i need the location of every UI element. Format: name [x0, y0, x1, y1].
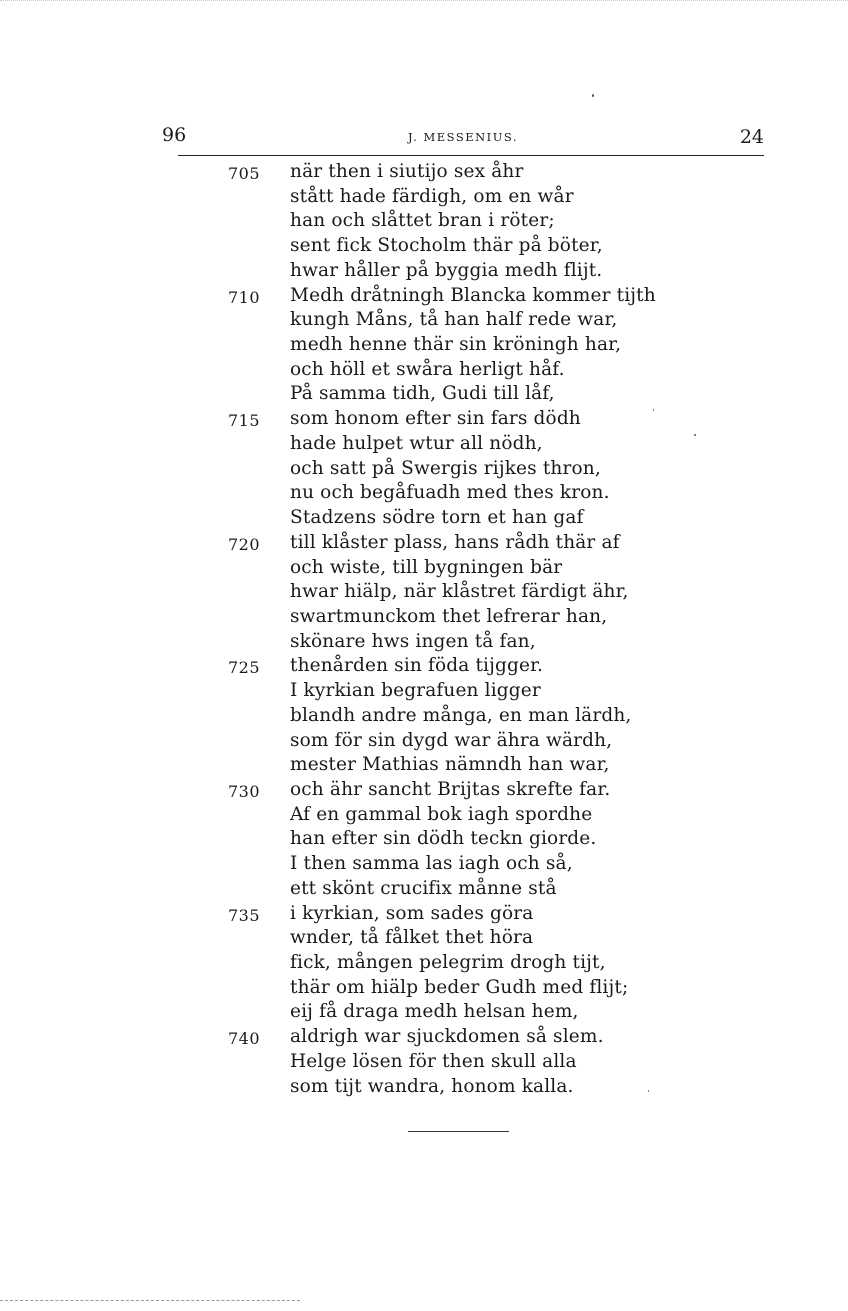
verse-line: [212, 160, 732, 185]
verse-line: [212, 209, 732, 234]
verse-line: [212, 679, 732, 704]
verse-line: [212, 556, 732, 581]
verse-line: [212, 358, 732, 383]
line-number: 730: [227, 781, 260, 801]
verse-text: stått hade färdigh, om en wår: [290, 185, 574, 207]
verse-line: [212, 259, 732, 284]
verse-text: thenården sin föda tijgger.: [290, 655, 544, 677]
verse-line: [212, 753, 732, 778]
line-number: 725: [227, 658, 260, 678]
verse-text: han efter sin dödh teckn giorde.: [290, 828, 597, 850]
verse-line: [212, 951, 732, 976]
top-scan-edge: [0, 0, 848, 1]
verse-line: [212, 580, 732, 605]
verse-text: hwar håller på byggia medh flijt.: [290, 259, 603, 281]
verse-text: och satt på Swergis rijkes thron,: [290, 457, 601, 479]
verse-text: till klåster plass, hans rådh thär af: [290, 531, 620, 553]
line-number: 735: [227, 905, 260, 925]
line-number: 715: [227, 411, 260, 431]
verse-text: och wiste, till bygningen bär: [290, 556, 563, 578]
verse-text: hade hulpet wtur all nödh,: [290, 432, 543, 454]
verse-line: [212, 902, 732, 927]
verse-line: [212, 605, 732, 630]
verse-text: kungh Måns, tå han half rede war,: [290, 309, 618, 331]
verse-text: Medh dråtningh Blancka kommer tijth: [290, 284, 656, 306]
verse-text: swartmunckom thet lefrerar han,: [290, 605, 608, 627]
bottom-scan-edge: [0, 1300, 300, 1301]
verse-text: i kyrkian, som sades göra: [290, 902, 534, 924]
verse-line: [212, 284, 732, 309]
verse-line: [212, 654, 732, 679]
scan-speck: [592, 94, 594, 97]
verse-line: [212, 481, 732, 506]
verse-text: när then i siutijo sex åhr: [290, 161, 524, 182]
verse-line: [212, 852, 732, 877]
verse-text: sent fick Stocholm thär på böter,: [290, 235, 603, 257]
line-number: 740: [227, 1029, 260, 1049]
line-number: 720: [227, 534, 260, 554]
verse-line: [212, 729, 732, 754]
verse-text: nu och begåfuadh med thes kron.: [290, 482, 610, 504]
end-rule: [408, 1131, 509, 1132]
scan-speck: [653, 409, 654, 411]
verse-text: skönare hws ingen tå fan,: [290, 630, 536, 652]
verse-line: [212, 382, 732, 407]
line-number: 705: [227, 164, 260, 183]
verse-line: [212, 877, 732, 902]
verse-line: [212, 457, 732, 482]
verse-text: aldrigh war sjuckdomen så slem.: [290, 1026, 604, 1048]
verse-line: [212, 333, 732, 358]
verse-text: På samma tidh, Gudi till låf,: [290, 383, 555, 405]
page-number-left: 96: [162, 124, 187, 146]
verse-line: [212, 926, 732, 951]
scan-speck: [694, 434, 696, 436]
scan-speck: [648, 1090, 649, 1092]
verse-text: Stadzens södre torn et han gaf: [290, 507, 584, 529]
verse-line: [212, 976, 732, 1001]
verse-line: [212, 308, 732, 333]
line-number: 710: [227, 287, 260, 307]
running-head: [162, 124, 764, 150]
verse-line: [212, 531, 732, 556]
verse-text: blandh andre många, en man lärdh,: [290, 704, 632, 726]
verse-text: medh henne thär sin kröningh har,: [290, 334, 622, 356]
verse-text: fick, mången pelegrim drogh tijt,: [290, 952, 606, 973]
verse-text: som honom efter sin fars dödh: [290, 408, 581, 430]
verse-line: [212, 1075, 732, 1100]
verse-text: och ähr sancht Brijtas skrefte far.: [290, 778, 611, 800]
verse-text: Helge lösen för then skull alla: [290, 1050, 577, 1072]
verse-text: och höll et swåra herligt håf.: [290, 358, 565, 380]
verse-text: som tijt wandra, honom kalla.: [290, 1075, 574, 1097]
verse-line: [212, 234, 732, 259]
verse-line: [212, 704, 732, 729]
page-number-right: 24: [739, 126, 764, 148]
verse-text: eij få draga medh helsan hem,: [290, 1001, 579, 1023]
verse-line: [212, 630, 732, 655]
verse-text: ett skönt crucifix månne stå: [290, 877, 557, 899]
verse-text: Af en gammal bok iagh spordhe: [290, 803, 593, 825]
verse-line: [212, 1000, 732, 1025]
verse-text: I then samma las iagh och så,: [290, 853, 573, 875]
verse-text: hwar hiälp, när klåstret färdigt ähr,: [290, 581, 629, 603]
verse-line: [212, 506, 732, 531]
verse-line: [212, 432, 732, 457]
verse-line: [212, 185, 732, 210]
verse-line: [212, 778, 732, 803]
verse-text: wnder, tå fålket thet höra: [290, 927, 534, 949]
header-rule: [178, 155, 764, 156]
verse-line: [212, 1050, 732, 1075]
verse-text: han och slåttet bran i röter;: [290, 210, 555, 232]
running-title: J. MESSENIUS.: [407, 130, 519, 144]
verse-text: I kyrkian begrafuen ligger: [290, 680, 541, 702]
verse-text: som för sin dygd war ähra wärdh,: [290, 729, 613, 751]
verse-text: thär om hiälp beder Gudh med flijt;: [290, 976, 629, 998]
verse-text: mester Mathias nämndh han war,: [290, 754, 610, 776]
verse-line: [212, 1025, 732, 1050]
poem-text: [212, 160, 732, 1099]
verse-line: [212, 407, 732, 432]
verse-line: [212, 827, 732, 852]
verse-line: [212, 803, 732, 828]
